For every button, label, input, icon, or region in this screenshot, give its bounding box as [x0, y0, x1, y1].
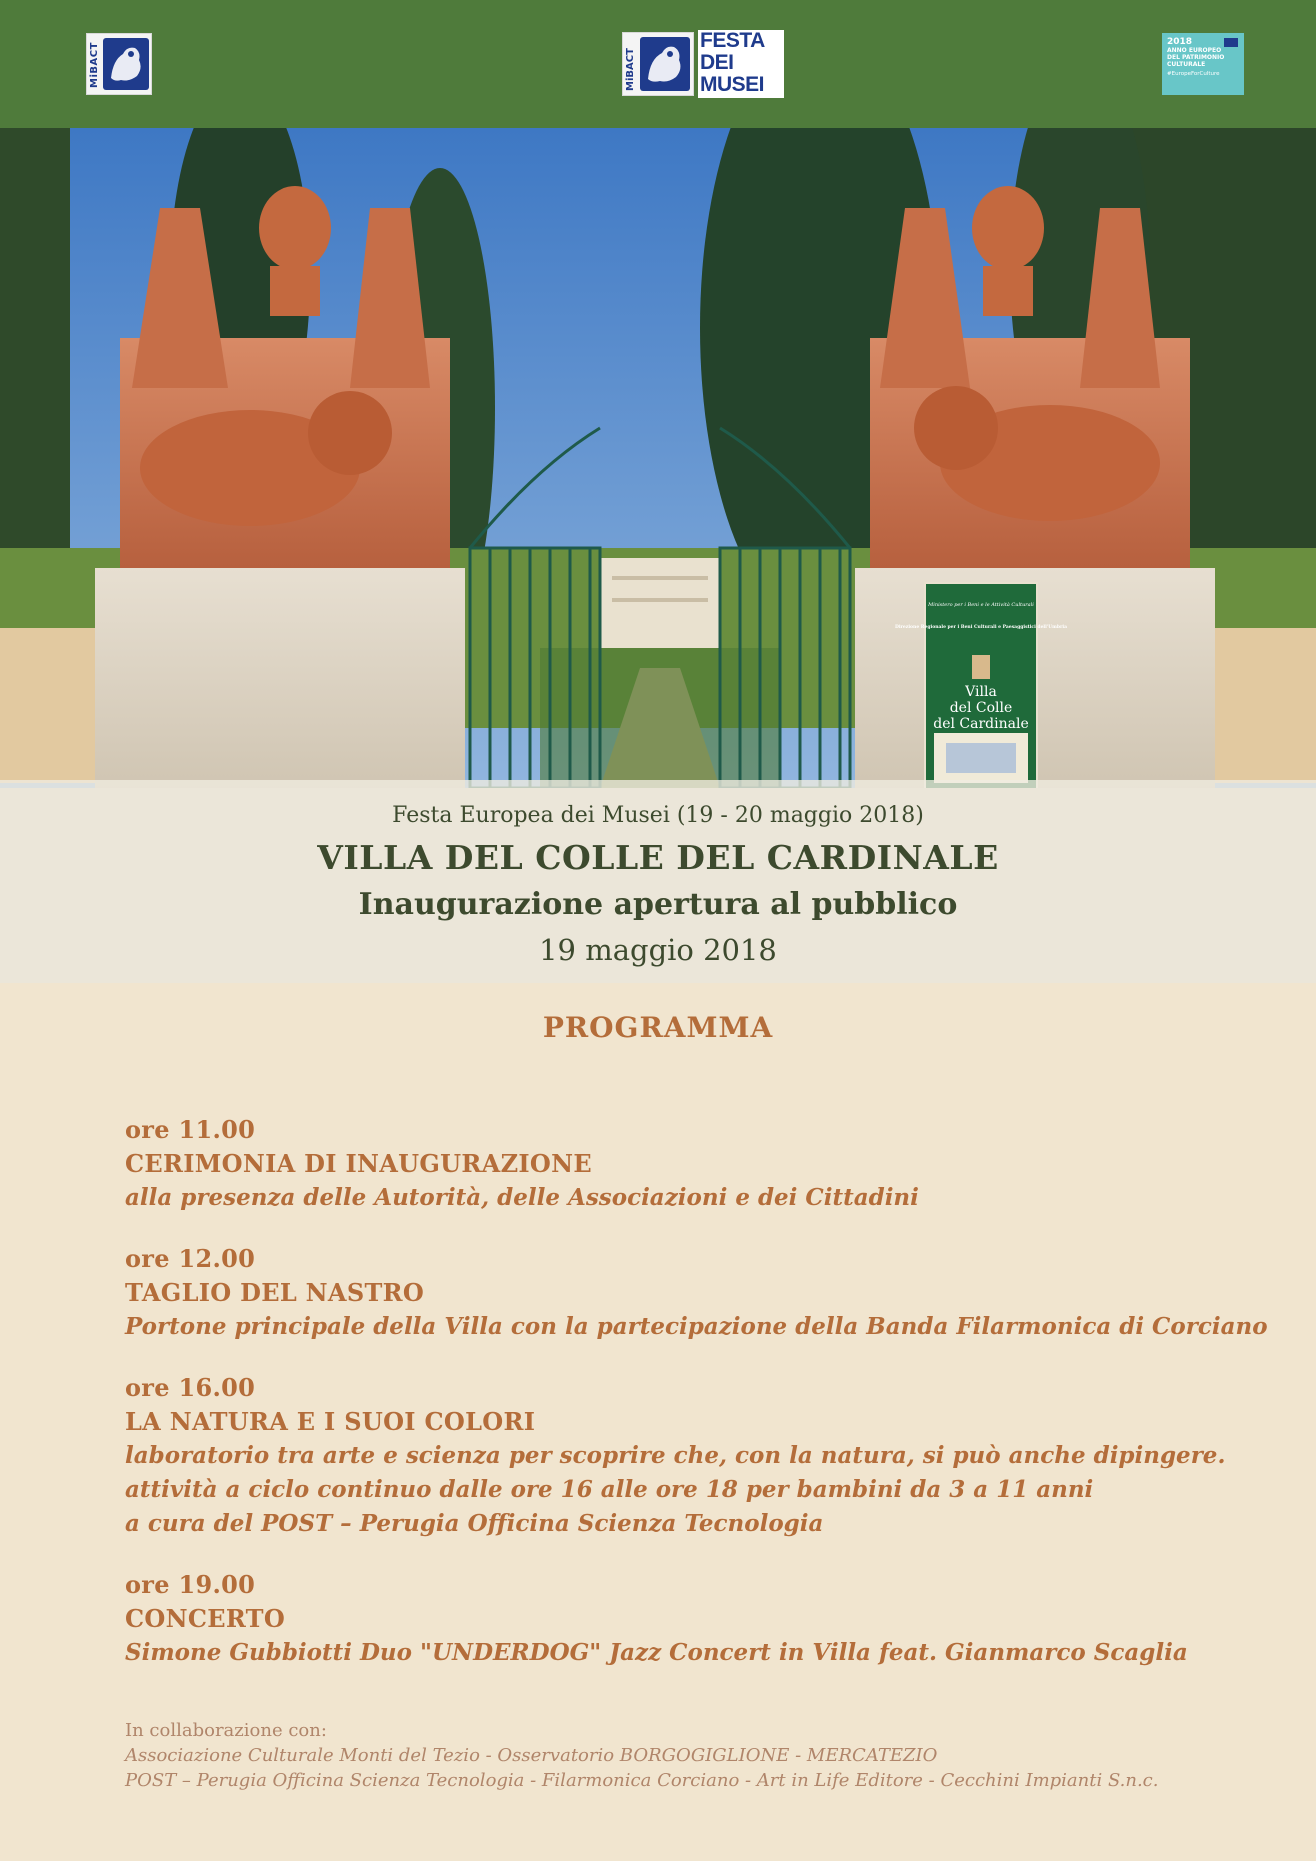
eu-logo-tag: #EuropeForCulture [1167, 71, 1220, 77]
sign-line2: del Colle [949, 700, 1013, 716]
program-event [125, 1242, 1275, 1344]
mibact-emblem-icon [103, 38, 149, 90]
festa-logo-side-text: MiBACT [625, 48, 636, 91]
collaboration-line: Associazione Culturale Monti del Tezio - Osservatorio BORGOGIGLIONE - MERCATEZIO [125, 1745, 938, 1766]
eu-logo-line2: ANNO EUROPEO [1167, 47, 1222, 54]
festa-emblem-icon [640, 37, 690, 91]
program-list [125, 1113, 1275, 1697]
collaboration-heading: In collaborazione con: [125, 1720, 327, 1741]
program-event [125, 1371, 1275, 1541]
event-name: TAGLIO DEL NASTRO [125, 1278, 425, 1307]
programma-heading: PROGRAMMA [542, 1011, 774, 1044]
event-name: CONCERTO [125, 1604, 286, 1633]
event-description: laboratorio tra arte e scienza per scoprire che, con la natura, si può anche dipingere. [125, 1442, 1226, 1469]
villa-title: VILLA DEL COLLE DEL CARDINALE [317, 838, 999, 877]
header-bar [0, 0, 1316, 128]
collaboration-line: POST – Perugia Officina Scienza Tecnologia - Filarmonica Corciano - Art in Life Editore - Cecchini Impianti S.n.c. [125, 1770, 1159, 1791]
sign-ministry: Ministero per i Beni e le Attività Culturali [928, 602, 1034, 608]
festa-logo-box [622, 32, 694, 96]
eu-logo-line4: CULTURALE [1167, 61, 1206, 68]
inauguration-subtitle: Inaugurazione apertura al pubblico [358, 887, 958, 922]
festa-logo-line3: MUSEI [700, 73, 765, 96]
festa-logo-line1: FESTA [700, 29, 765, 52]
sign-direction: Direzione Regionale per i Beni Culturali e Paesaggistici dell'Umbria [894, 625, 1068, 630]
event-name: LA NATURA E I SUOI COLORI [125, 1407, 536, 1436]
eu-logo-line3: DEL PATRIMONIO [1167, 54, 1225, 61]
sign-line3: del Cardinale [933, 716, 1029, 732]
festa-logo-line2: DEI [700, 51, 734, 74]
event-date: 19 maggio 2018 [539, 933, 777, 967]
sign-line1: Villa [965, 684, 997, 700]
collaboration-block [125, 1718, 1285, 1793]
eu-flag-icon [1224, 38, 1238, 47]
event-time: ore 19.00 [125, 1570, 256, 1599]
festa-logo-words [698, 30, 784, 98]
festa-dei-musei-logo [622, 30, 782, 98]
eu-logo-year: 2018 [1167, 37, 1193, 47]
event-description: Simone Gubbiotti Duo "UNDERDOG" Jazz Concert in Villa feat. Gianmarco Scaglia [125, 1639, 1188, 1666]
event-time: ore 16.00 [125, 1373, 256, 1402]
event-time: ore 12.00 [125, 1244, 256, 1273]
mibact-logo-text: MiBACT [89, 42, 100, 88]
eu-heritage-logo [1162, 33, 1244, 95]
event-description: alla presenza delle Autorità, delle Associazioni e dei Cittadini [125, 1184, 919, 1211]
mibact-logo [86, 33, 152, 95]
program-event [125, 1568, 1275, 1670]
event-description: attività a ciclo continuo dalle ore 16 alle ore 18 per bambini da 3 a 11 anni [125, 1476, 1094, 1503]
event-time: ore 11.00 [125, 1115, 256, 1144]
program-event [125, 1113, 1275, 1215]
event-description: a cura del POST – Perugia Officina Scienza Tecnologia [125, 1510, 824, 1537]
event-description: Portone principale della Villa con la partecipazione della Banda Filarmonica di Corciano [125, 1313, 1268, 1340]
festival-line: Festa Europea dei Musei (19 - 20 maggio 2018) [392, 803, 924, 828]
event-name: CERIMONIA DI INAUGURAZIONE [125, 1149, 592, 1178]
